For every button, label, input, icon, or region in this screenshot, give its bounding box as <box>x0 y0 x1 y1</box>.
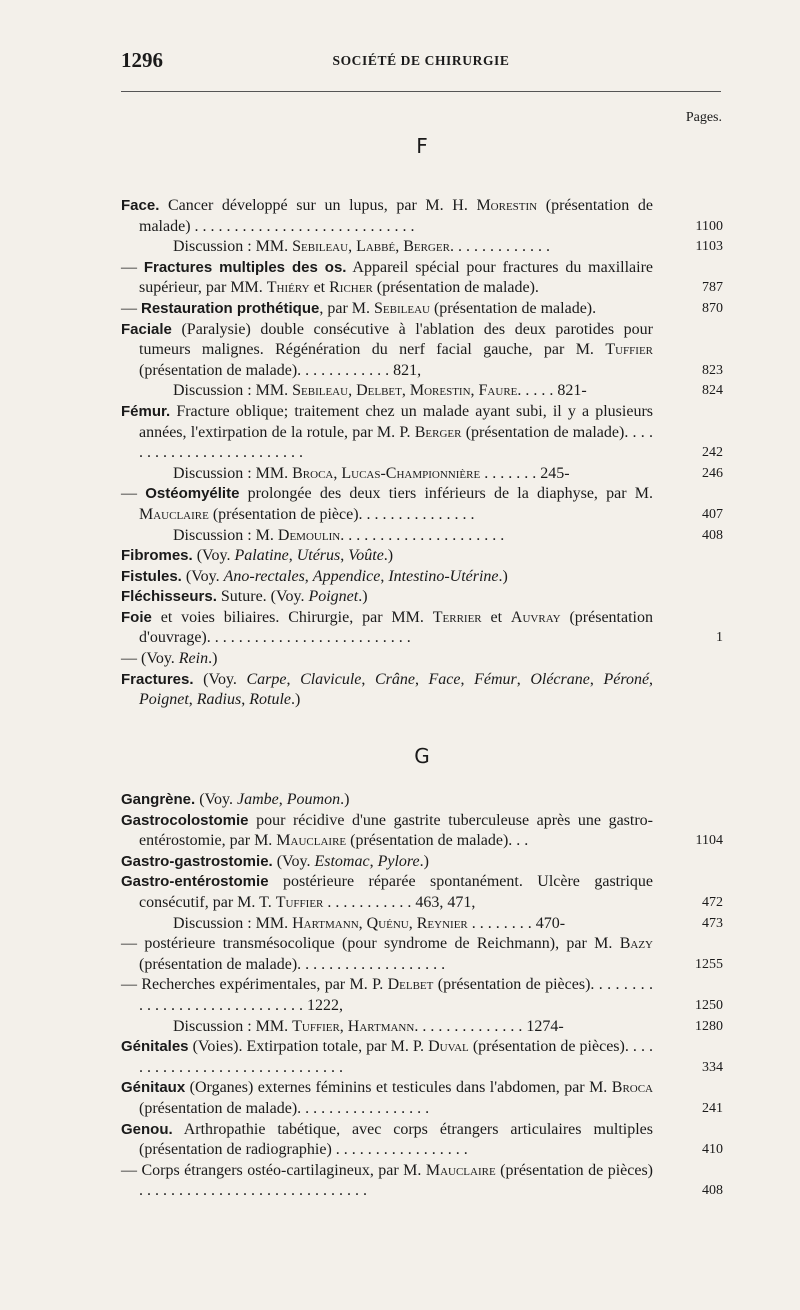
section-letter-g: G <box>414 744 430 768</box>
index-entry: — Recherches expérimentales, par M. P. Delbet (présentation de pièces). . . . . . . . . . . . . . . . . . . . . . . . . . . . . 1222, 1250 <box>121 975 723 1016</box>
index-entry: Genou. Arthropathie tabétique, avec corps étrangers articulaires multiples (présentation de radiographie) . . . . . . . . . . . . . . . . . 410 <box>121 1120 723 1161</box>
index-entry: — postérieure transmésocolique (pour syndrome de Reichmann), par M. Bazy (présentation de malade). . . . . . . . . . . . . . . . . . . 1255 <box>121 934 723 975</box>
index-entry: Fléchisseurs. Suture. (Voy. Poignet.) <box>121 588 368 606</box>
entry-page: 824 <box>702 383 723 399</box>
index-entry: Génitales (Voies). Extirpation totale, par M. P. Duval (présentation de pièces). . . . . . . . . . . . . . . . . . . . . . . . . . . . . . 334 <box>121 1037 723 1078</box>
index-entry: Génitaux (Organes) externes féminins et testicules dans l'abdomen, par M. Broca (présentation de malade). . . . . . . . . . . . . . . . . 241 <box>121 1078 723 1119</box>
index-entry: Discussion : MM. Broca, Lucas-Championnière . . . . . . . 245- 246 <box>121 464 723 485</box>
entry-page: 334 <box>702 1059 723 1075</box>
index-entry: Discussion : M. Demoulin. . . . . . . . . . . . . . . . . . . . . 408 <box>121 526 723 547</box>
page-header <box>121 48 721 78</box>
entry-page: 408 <box>702 1183 723 1199</box>
entry-page: 1103 <box>695 239 723 255</box>
index-entry: Gastro-gastrostomie. (Voy. Estomac, Pylore.) <box>121 852 429 870</box>
index-entry: — Ostéomyélite prolongée des deux tiers inférieurs de la diaphyse, par M. Mauclaire (présentation de pièce). . . . . . . . . . . . . . . 407 <box>121 484 723 525</box>
entry-page: 1100 <box>695 218 723 234</box>
entry-page: 473 <box>702 915 723 931</box>
entry-page: 472 <box>702 894 723 910</box>
section-f-entries <box>121 196 723 711</box>
entry-page: 246 <box>702 465 723 481</box>
index-entry: Fibromes. (Voy. Palatine, Utérus, Voûte.) <box>121 547 394 565</box>
entry-page: 241 <box>702 1100 723 1116</box>
section-letter-f: F <box>416 134 428 158</box>
index-entry: Gastrocolostomie pour récidive d'une gastrite tuberculeuse après une gastro-entérostomie, par M. Mauclaire (présentation de malade). . . 1104 <box>121 811 723 852</box>
index-entry: Discussion : MM. Sebileau, Delbet, Morestin, Faure. . . . . 821- 824 <box>121 381 723 402</box>
index-entry: Fractures. (Voy. Carpe, Clavicule, Crâne, Face, Fémur, Olécrane, Péroné, Poignet, Radius, Rotule.) <box>121 670 654 709</box>
pages-column-label: Pages. <box>685 110 722 125</box>
section-g-entries <box>121 790 723 1202</box>
index-entry: Foie et voies biliaires. Chirurgie, par MM. Terrier et Auvray (présentation d'ouvrage). . . . . . . . . . . . . . . . . . . . . . . . . . 1 <box>121 608 723 647</box>
entry-page: 1104 <box>695 833 723 849</box>
index-entry: Gangrène. (Voy. Jambe, Poumon.) <box>121 791 350 808</box>
entry-page: 410 <box>702 1142 723 1158</box>
index-entry: Fémur. Fracture oblique; traitement chez un malade ayant subi, il y a plusieurs années, l'extirpation de la rotule, par M. P. Berger (présentation de malade). . . . . . . . . . . . . . . . . . . . . . . . . 242 <box>121 402 723 464</box>
entry-page: 408 <box>702 527 723 543</box>
index-entry: — Restauration prothétique, par M. Sebileau (présentation de malade). 870 <box>121 299 723 320</box>
entry-page: 407 <box>702 506 723 522</box>
entry-page: 1280 <box>695 1018 723 1034</box>
index-entry: — Fractures multiples des os. Appareil spécial pour fractures du maxillaire supérieur, par MM. Thiéry et Richer (présentation de malade). 787 <box>121 258 723 299</box>
entry-page: 787 <box>702 280 723 296</box>
entry-page: 242 <box>702 445 723 461</box>
running-title: SOCIÉTÉ DE CHIRURGIE <box>332 53 510 68</box>
index-entry: Discussion : MM. Hartmann, Quénu, Reynier . . . . . . . . 470- 473 <box>121 914 723 935</box>
header-rule <box>121 91 721 92</box>
index-entry: Gastro-entérostomie postérieure réparée spontanément. Ulcère gastrique consécutif, par M. T. Tuffier . . . . . . . . . . . 463, 471, 472 <box>121 872 723 913</box>
entry-page: 870 <box>702 300 723 316</box>
entry-page: 1250 <box>695 997 723 1013</box>
index-entry: — (Voy. Rein.) <box>121 650 218 668</box>
index-entry: Fistules. (Voy. Ano-rectales, Appendice, Intestino-Utérine.) <box>121 567 508 585</box>
page-number: 1296 <box>121 48 163 72</box>
entry-page: 1255 <box>695 956 723 972</box>
index-entry: Discussion : MM. Tuffier, Hartmann. . . . . . . . . . . . . . 1274- 1280 <box>121 1017 723 1038</box>
index-entry: Discussion : MM. Sebileau, Labbé, Berger. . . . . . . . . . . . . 1103 <box>121 237 723 258</box>
index-entry: Faciale (Paralysie) double consécutive à l'ablation des deux parotides pour tumeurs malignes. Régénération du nerf facial gauche, par M. Tuffier (présentation de malade). . . . . . . . . . . . 821, 823 <box>121 320 723 382</box>
index-entry: Face. Cancer développé sur un lupus, par M. H. Morestin (présentation de malade) . . . . . . . . . . . . . . . . . . . . . . . . . . . . 1100 <box>121 196 723 237</box>
entry-page: 823 <box>702 362 723 378</box>
index-entry: — Corps étrangers ostéo-cartilagineux, par M. Mauclaire (présentation de pièces) . . . . . . . . . . . . . . . . . . . . . . . . . . . . . 408 <box>121 1161 723 1202</box>
